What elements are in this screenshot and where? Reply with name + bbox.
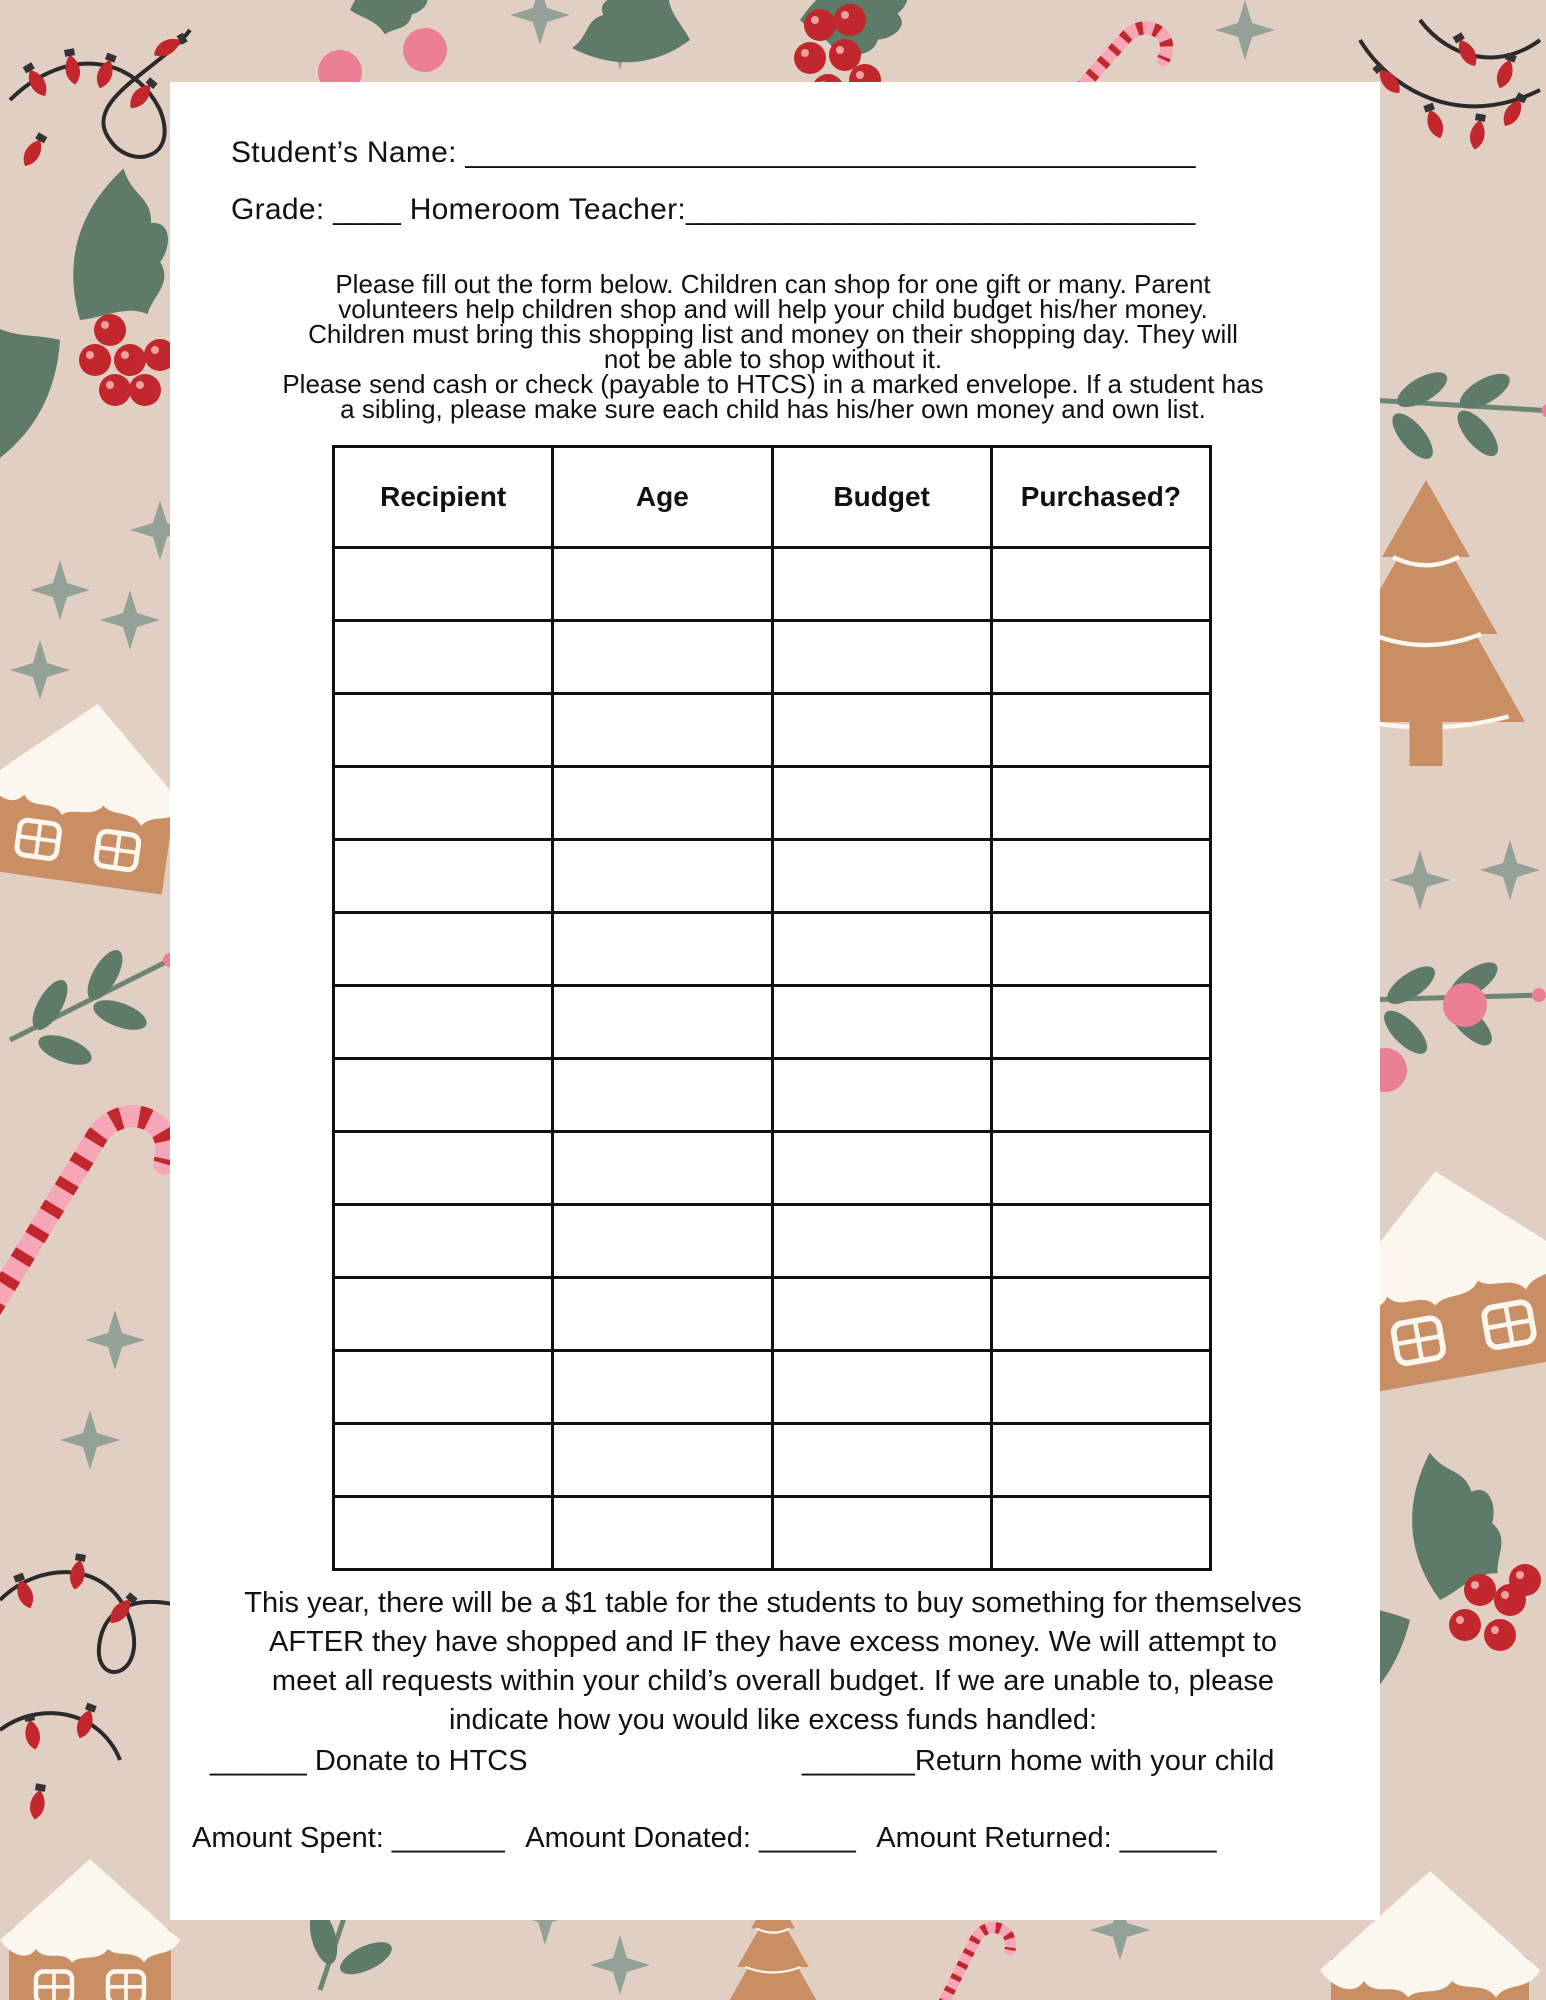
- purchased-cell[interactable]: [991, 767, 1210, 840]
- recipient-cell[interactable]: [334, 1059, 553, 1132]
- budget-cell[interactable]: [772, 548, 991, 621]
- table-row: [334, 986, 1211, 1059]
- recipient-cell[interactable]: [334, 840, 553, 913]
- purchased-cell[interactable]: [991, 840, 1210, 913]
- budget-cell[interactable]: [772, 621, 991, 694]
- age-cell[interactable]: [553, 1497, 772, 1570]
- purchased-cell[interactable]: [991, 1278, 1210, 1351]
- table-row: [334, 840, 1211, 913]
- budget-cell[interactable]: [772, 913, 991, 986]
- column-header-budget: Budget: [772, 447, 991, 548]
- return-home-option[interactable]: _______Return home with your child: [802, 1745, 1275, 1777]
- age-cell[interactable]: [553, 1205, 772, 1278]
- table-row: [334, 1132, 1211, 1205]
- donate-option[interactable]: ______ Donate to HTCS: [210, 1745, 528, 1777]
- budget-cell[interactable]: [772, 986, 991, 1059]
- recipient-cell[interactable]: [334, 1132, 553, 1205]
- purchased-cell[interactable]: [991, 621, 1210, 694]
- note-line: This year, there will be a $1 table for the students to buy something for themselves: [244, 1587, 1302, 1619]
- instructions-line: volunteers help children shop and will help your child budget his/her money.: [338, 294, 1208, 324]
- age-cell[interactable]: [553, 1132, 772, 1205]
- grade-homeroom-field[interactable]: Grade: ____ Homeroom Teacher:______________________________: [231, 193, 1196, 226]
- purchased-cell[interactable]: [991, 548, 1210, 621]
- budget-cell[interactable]: [772, 840, 991, 913]
- age-cell[interactable]: [553, 986, 772, 1059]
- table-row: [334, 694, 1211, 767]
- table-row: [334, 1497, 1211, 1570]
- table-row: [334, 1205, 1211, 1278]
- age-cell[interactable]: [553, 767, 772, 840]
- table-row: [334, 913, 1211, 986]
- age-cell[interactable]: [553, 548, 772, 621]
- table-row: [334, 1424, 1211, 1497]
- budget-cell[interactable]: [772, 1059, 991, 1132]
- budget-cell[interactable]: [772, 1132, 991, 1205]
- recipient-cell[interactable]: [334, 1424, 553, 1497]
- purchased-cell[interactable]: [991, 1132, 1210, 1205]
- budget-cell[interactable]: [772, 767, 991, 840]
- instructions-line: Please fill out the form below. Children can shop for one gift or many. Parent: [335, 269, 1211, 299]
- table-row: [334, 548, 1211, 621]
- instructions-line: not be able to shop without it.: [603, 344, 943, 374]
- purchased-cell[interactable]: [991, 1059, 1210, 1132]
- recipient-cell[interactable]: [334, 767, 553, 840]
- recipient-cell[interactable]: [334, 1278, 553, 1351]
- recipient-cell[interactable]: [334, 1351, 553, 1424]
- amount-spent-field[interactable]: Amount Spent: _______: [192, 1822, 505, 1854]
- note-line: meet all requests within your child’s overall budget. If we are unable to, please: [271, 1665, 1275, 1697]
- purchased-cell[interactable]: [991, 913, 1210, 986]
- age-cell[interactable]: [553, 621, 772, 694]
- recipient-cell[interactable]: [334, 621, 553, 694]
- age-cell[interactable]: [553, 840, 772, 913]
- recipient-cell[interactable]: [334, 986, 553, 1059]
- gift-list-table: [332, 445, 1212, 1571]
- age-cell[interactable]: [553, 1059, 772, 1132]
- amount-donated-field[interactable]: Amount Donated: ______: [525, 1822, 856, 1854]
- age-cell[interactable]: [553, 694, 772, 767]
- budget-cell[interactable]: [772, 1497, 991, 1570]
- amounts-row: [192, 1822, 1230, 1855]
- budget-cell[interactable]: [772, 1424, 991, 1497]
- column-header-age: Age: [553, 447, 772, 548]
- budget-cell[interactable]: [772, 694, 991, 767]
- instructions: [210, 269, 1336, 424]
- budget-cell[interactable]: [772, 1351, 991, 1424]
- purchased-cell[interactable]: [991, 1205, 1210, 1278]
- recipient-cell[interactable]: [334, 913, 553, 986]
- age-cell[interactable]: [553, 913, 772, 986]
- note-line: AFTER they have shopped and IF they have excess money. We will attempt to: [269, 1626, 1277, 1658]
- excess-funds-note: [180, 1584, 1366, 1740]
- instructions-line: a sibling, please make sure each child has his/her own money and own list.: [340, 394, 1206, 424]
- note-line: indicate how you would like excess funds handled:: [448, 1704, 1098, 1736]
- budget-cell[interactable]: [772, 1205, 991, 1278]
- table-row: [334, 1278, 1211, 1351]
- age-cell[interactable]: [553, 1278, 772, 1351]
- purchased-cell[interactable]: [991, 1351, 1210, 1424]
- budget-cell[interactable]: [772, 1278, 991, 1351]
- table-row: [334, 767, 1211, 840]
- table-row: [334, 1059, 1211, 1132]
- purchased-cell[interactable]: [991, 1424, 1210, 1497]
- recipient-cell[interactable]: [334, 1205, 553, 1278]
- table-row: [334, 1351, 1211, 1424]
- instructions-line: Children must bring this shopping list and money on their shopping day. They will: [308, 319, 1238, 349]
- table-header-row: [334, 447, 1211, 548]
- recipient-cell[interactable]: [334, 1497, 553, 1570]
- table-row: [334, 621, 1211, 694]
- instructions-line: Please send cash or check (payable to HTCS) in a marked envelope. If a student has: [282, 369, 1264, 399]
- age-cell[interactable]: [553, 1351, 772, 1424]
- purchased-cell[interactable]: [991, 1497, 1210, 1570]
- student-name-field[interactable]: Student’s Name: ___________________________________________: [231, 136, 1196, 169]
- recipient-cell[interactable]: [334, 548, 553, 621]
- purchased-cell[interactable]: [991, 694, 1210, 767]
- column-header-purchased: Purchased?: [991, 447, 1210, 548]
- recipient-cell[interactable]: [334, 694, 553, 767]
- amount-returned-field[interactable]: Amount Returned: ______: [876, 1822, 1217, 1854]
- age-cell[interactable]: [553, 1424, 772, 1497]
- purchased-cell[interactable]: [991, 986, 1210, 1059]
- column-header-recipient: Recipient: [334, 447, 553, 548]
